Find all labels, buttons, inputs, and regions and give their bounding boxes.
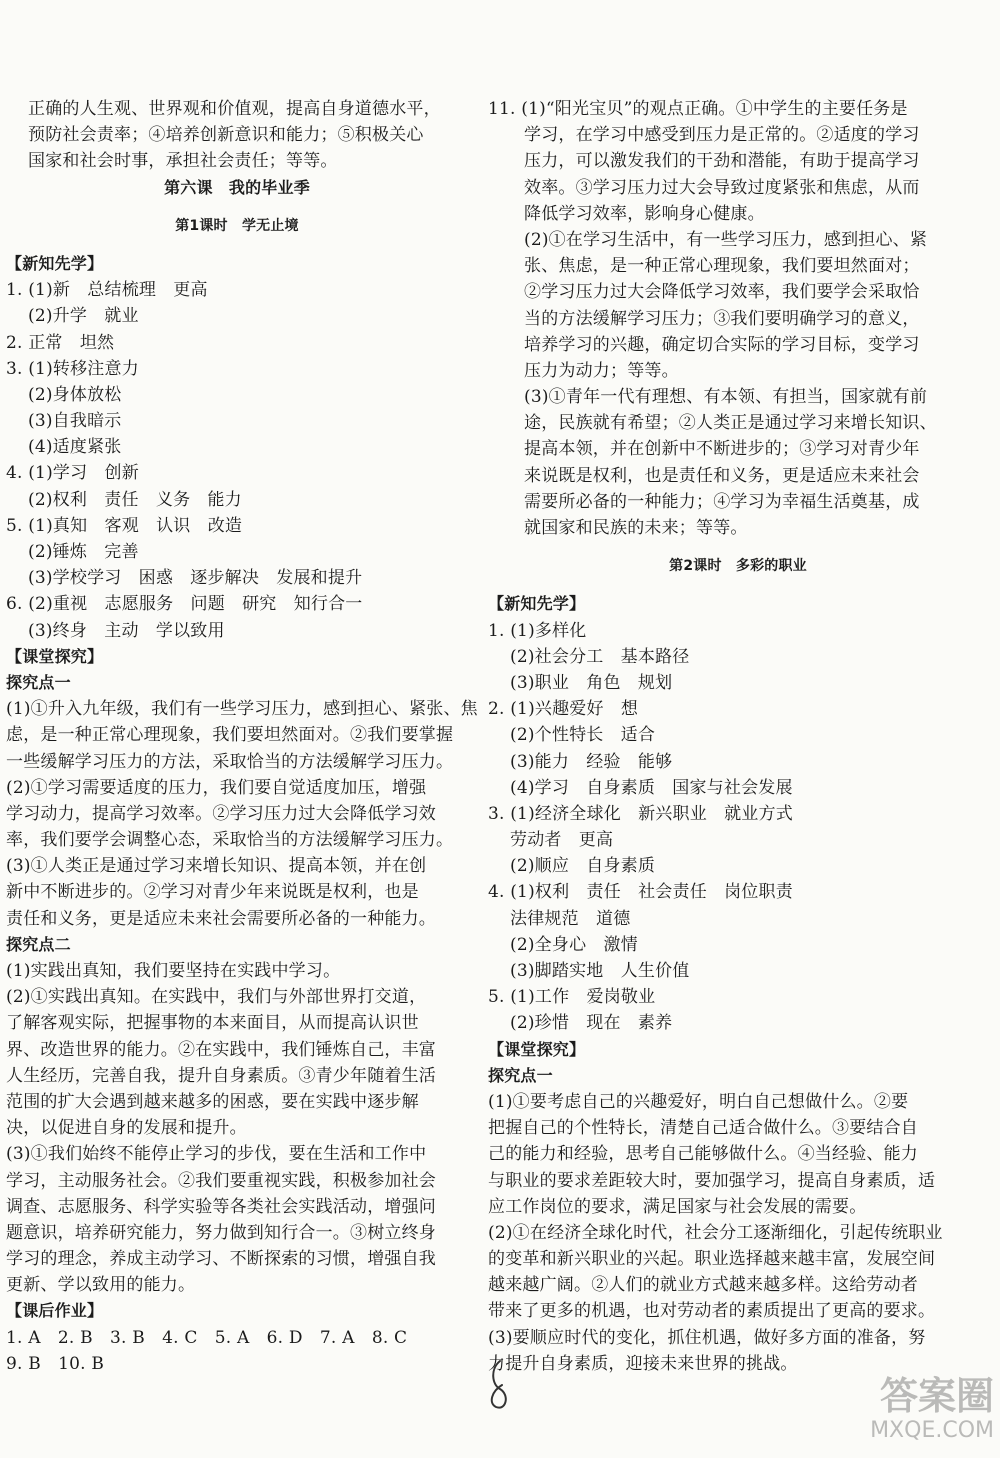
text-line: (2)身体放松	[28, 384, 122, 405]
text-line: 力提升自身素质，迎接未来世界的挑战。	[488, 1353, 798, 1374]
section-heading: 【课后作业】	[6, 1301, 104, 1321]
text-line: 压力，可以激发我们的干劲和潜能，有助于提高学习	[524, 151, 920, 172]
text-line: (2)锤炼 完善	[28, 542, 139, 562]
text-line: (3)能力 经验 能够	[510, 751, 673, 772]
text-line: 范围的扩大会遇到越来越多的困惑，要在实践中逐步解	[6, 1091, 419, 1112]
text-line: 人生经历，完善自我，提升自身素质。③青少年随着生活	[6, 1065, 436, 1086]
text-line: 了解客观实际，把握事物的本来面目，从而提高认识世	[6, 1013, 419, 1034]
text-line: 题意识，培养研究能力，努力做到知行合一。③树立终身	[6, 1222, 436, 1243]
text-line: (2)社会分工 基本路径	[510, 646, 690, 667]
text-line: 6. (2)重视 志愿服务 问题 研究 知行合一	[6, 594, 363, 615]
watermark	[804, 1374, 994, 1454]
section-heading: 探究点一	[6, 672, 71, 692]
text-line: (1)实践出真知，我们要坚持在实践中学习。	[6, 961, 341, 981]
text-line: 更新、学以致用的能力。	[6, 1275, 196, 1296]
text-line: (2)升学 就业	[28, 306, 139, 327]
text-line: 4. (1)学习 创新	[6, 463, 139, 484]
lesson-title: 第六课 我的毕业季	[164, 177, 310, 197]
text-line: (3)职业 角色 规划	[510, 672, 673, 693]
period-title: 第2课时 多彩的职业	[669, 558, 807, 575]
text-line: 3. (1)经济全球化 新兴职业 就业方式	[488, 803, 793, 824]
text-line: (3)学校学习 困惑 逐步解决 发展和提升	[28, 568, 363, 589]
text-line: 预防社会责率；④培养创新意识和能力；⑤积极关心	[28, 125, 424, 146]
text-line: (2)全身心 激情	[510, 934, 638, 955]
text-line: 提高本领，并在创新中不断进步的；③学习对青少年	[524, 439, 920, 460]
text-line: 当的方法缓解学习压力；③我们要明确学习的意义，	[524, 308, 920, 329]
text-line: 界、改造世界的能力。②在实践中，我们锤炼自己，丰富	[6, 1039, 436, 1060]
text-line: (2)①在经济全球化时代，社会分工逐渐细化，引起传统职业	[488, 1222, 943, 1243]
text-line: 效率。③学习压力过大会导致过度紧张和焦虑，从而	[524, 177, 920, 198]
text-line: 就国家和民族的未来；等等。	[524, 518, 748, 538]
text-line: 劳动者 更高	[510, 830, 614, 851]
text-line: (3)自我暗示	[28, 411, 122, 432]
text-line: 学习动力，提高学习效率。②学习压力过大会降低学习效	[6, 803, 436, 824]
text-line: (2)①实践出真知。在实践中，我们与外部世界打交道，	[6, 987, 427, 1008]
text-line: 4. (1)权利 责任 社会责任 岗位职责	[488, 882, 793, 903]
period-title: 第1课时 学无止境	[175, 217, 299, 234]
text-line: (3)要顺应时代的变化，抓住机遇，做好多方面的准备，努	[488, 1327, 926, 1348]
text-line: 把握自己的个性特长，清楚自己适合做什么。③要结合自	[488, 1118, 918, 1139]
text-line: 张、焦虑，是一种正常心理现象，我们要坦然面对；	[524, 256, 920, 277]
section-heading: 【课堂探究】	[488, 1039, 586, 1059]
text-line: (3)①青年一代有理想、有本领、有担当，国家就有前	[524, 387, 928, 408]
text-line: 培养学习的兴趣，确定切合实际的学习目标，变学习	[524, 334, 920, 355]
text-line: 虑，是一种正常心理现象，我们要坦然面对。②我们要掌握	[6, 725, 454, 746]
text-line: 己的能力和经验，思考自己能够做什么。④当经验、能力	[488, 1144, 918, 1165]
text-line: 的变革和新兴职业的兴起。职业选择越来越丰富，发展空间	[488, 1249, 936, 1270]
text-line: ②学习压力过大会降低学习效率，我们要学会采取恰	[524, 282, 920, 303]
text-line: 1. A 2. B 3. B 4. C 5. A 6. D 7. A 8. C	[6, 1327, 408, 1348]
text-line: (3)①人类正是通过学习来增长知识、提高本领，并在创	[6, 856, 427, 877]
text-line: 与职业的要求差距较大时，要加强学习，提高自身素质，适	[488, 1170, 936, 1191]
text-line: (2)顺应 自身素质	[510, 856, 656, 877]
text-line: 责任和义务，更是适应未来社会需要所必备的一种能力。	[6, 908, 436, 929]
right-column	[488, 96, 988, 1377]
text-line: 学习，在学习中感受到压力是正常的。②适度的学习	[524, 125, 920, 146]
section-heading: 【课堂探究】	[6, 646, 104, 666]
text-line: 2. 正常 坦然	[6, 332, 115, 353]
text-line: (3)终身 主动 学以致用	[28, 620, 225, 641]
text-line: (2)个性特长 适合	[510, 725, 656, 746]
text-line: 调查、志愿服务、科学实验等各类社会实践活动，增强问	[6, 1196, 436, 1217]
section-heading: 【新知先学】	[488, 594, 586, 614]
text-line: 2. (1)兴趣爱好 想	[488, 699, 639, 720]
text-line: 学习，主动服务社会。②我们要重视实践，积极参加社会	[6, 1170, 436, 1191]
text-line: (1)①升入九年级，我们有一些学习压力，感到担心、紧张、焦	[6, 699, 478, 720]
text-line: 1. (1)多样化	[488, 620, 587, 641]
text-line: 9. B 10. B	[6, 1353, 105, 1374]
text-line: 学习的理念，养成主动学习、不断探索的习惯，增强自我	[6, 1249, 436, 1270]
section-heading: 探究点一	[488, 1065, 553, 1085]
text-line: 途，民族就有希望；②人类正是通过学习来增长知识、	[524, 413, 937, 434]
spacer	[6, 239, 468, 251]
text-line: 5. (1)真知 客观 认识 改造	[6, 515, 243, 536]
text-line: (3)脚踏实地 人生价值	[510, 961, 690, 981]
text-line: (4)学习 自身素质 国家与社会发展	[510, 777, 793, 798]
section-heading: 【新知先学】	[6, 253, 104, 273]
text-line: (2)①学习需要适度的压力，我们要自觉适度加压，增强	[6, 777, 427, 798]
left-column	[6, 96, 478, 1377]
section-heading: 探究点二	[6, 934, 71, 954]
text-line: 正确的人生观、世界观和价值观，提高自身道德水平，	[28, 99, 441, 119]
spacer	[488, 541, 988, 553]
text-line: (2)权利 责任 义务 能力	[28, 489, 242, 510]
text-line: 应工作岗位的要求，满足国家与社会发展的需要。	[488, 1196, 867, 1217]
text-line: (4)适度紧张	[28, 437, 122, 458]
spacer	[6, 201, 468, 213]
watermark-logo-text: 答案圈	[879, 1374, 994, 1418]
text-line: (2)珍惜 现在 素养	[510, 1013, 673, 1034]
text-line: 5. (1)工作 爱岗敬业	[488, 987, 656, 1008]
text-line: 一些缓解学习压力的方法，采取恰当的方法缓解学习压力。	[6, 751, 454, 772]
text-line: 3. (1)转移注意力	[6, 358, 139, 379]
text-line: 越来越广阔。②人们的就业方式越来越多样。这给劳动者	[488, 1275, 918, 1296]
text-line: 率，我们要学会调整心态，采取恰当的方法缓解学习压力。	[6, 830, 454, 851]
text-line: (3)①我们始终不能停止学习的步伐，要在生活和工作中	[6, 1144, 427, 1165]
spacer	[488, 579, 988, 591]
text-line: 带来了更多的机遇，也对劳动者的素质提出了更高的要求。	[488, 1301, 936, 1322]
text-line: 新中不断进步的。②学习对青少年来说既是权利，也是	[6, 882, 419, 903]
text-line: 11. (1)“阳光宝贝”的观点正确。①中学生的主要任务是	[488, 99, 908, 119]
text-line: 法律规范 道德	[510, 908, 631, 929]
text-line: 压力为动力；等等。	[524, 360, 679, 381]
watermark-url: MXQE.COM	[870, 1418, 994, 1443]
text-line: 降低学习效率，影响身心健康。	[524, 203, 765, 224]
text-line: 1. (1)新 总结梳理 更高	[6, 280, 208, 301]
page-number-mark	[470, 1355, 530, 1415]
text-line: (2)①在学习生活中，有一些学习压力，感到担心、紧	[524, 229, 928, 250]
text-line: 来说既是权利，也是责任和义务，更是适应未来社会	[524, 465, 920, 486]
text-line: 国家和社会时事，承担社会责任；等等。	[28, 151, 338, 172]
text-line: (1)①要考虑自己的兴趣爱好，明白自己想做什么。②要	[488, 1091, 909, 1112]
text-line: 需要所必备的一种能力；④学习为幸福生活奠基，成	[524, 491, 920, 512]
text-line: 决，以促进自身的发展和提升。	[6, 1118, 247, 1139]
